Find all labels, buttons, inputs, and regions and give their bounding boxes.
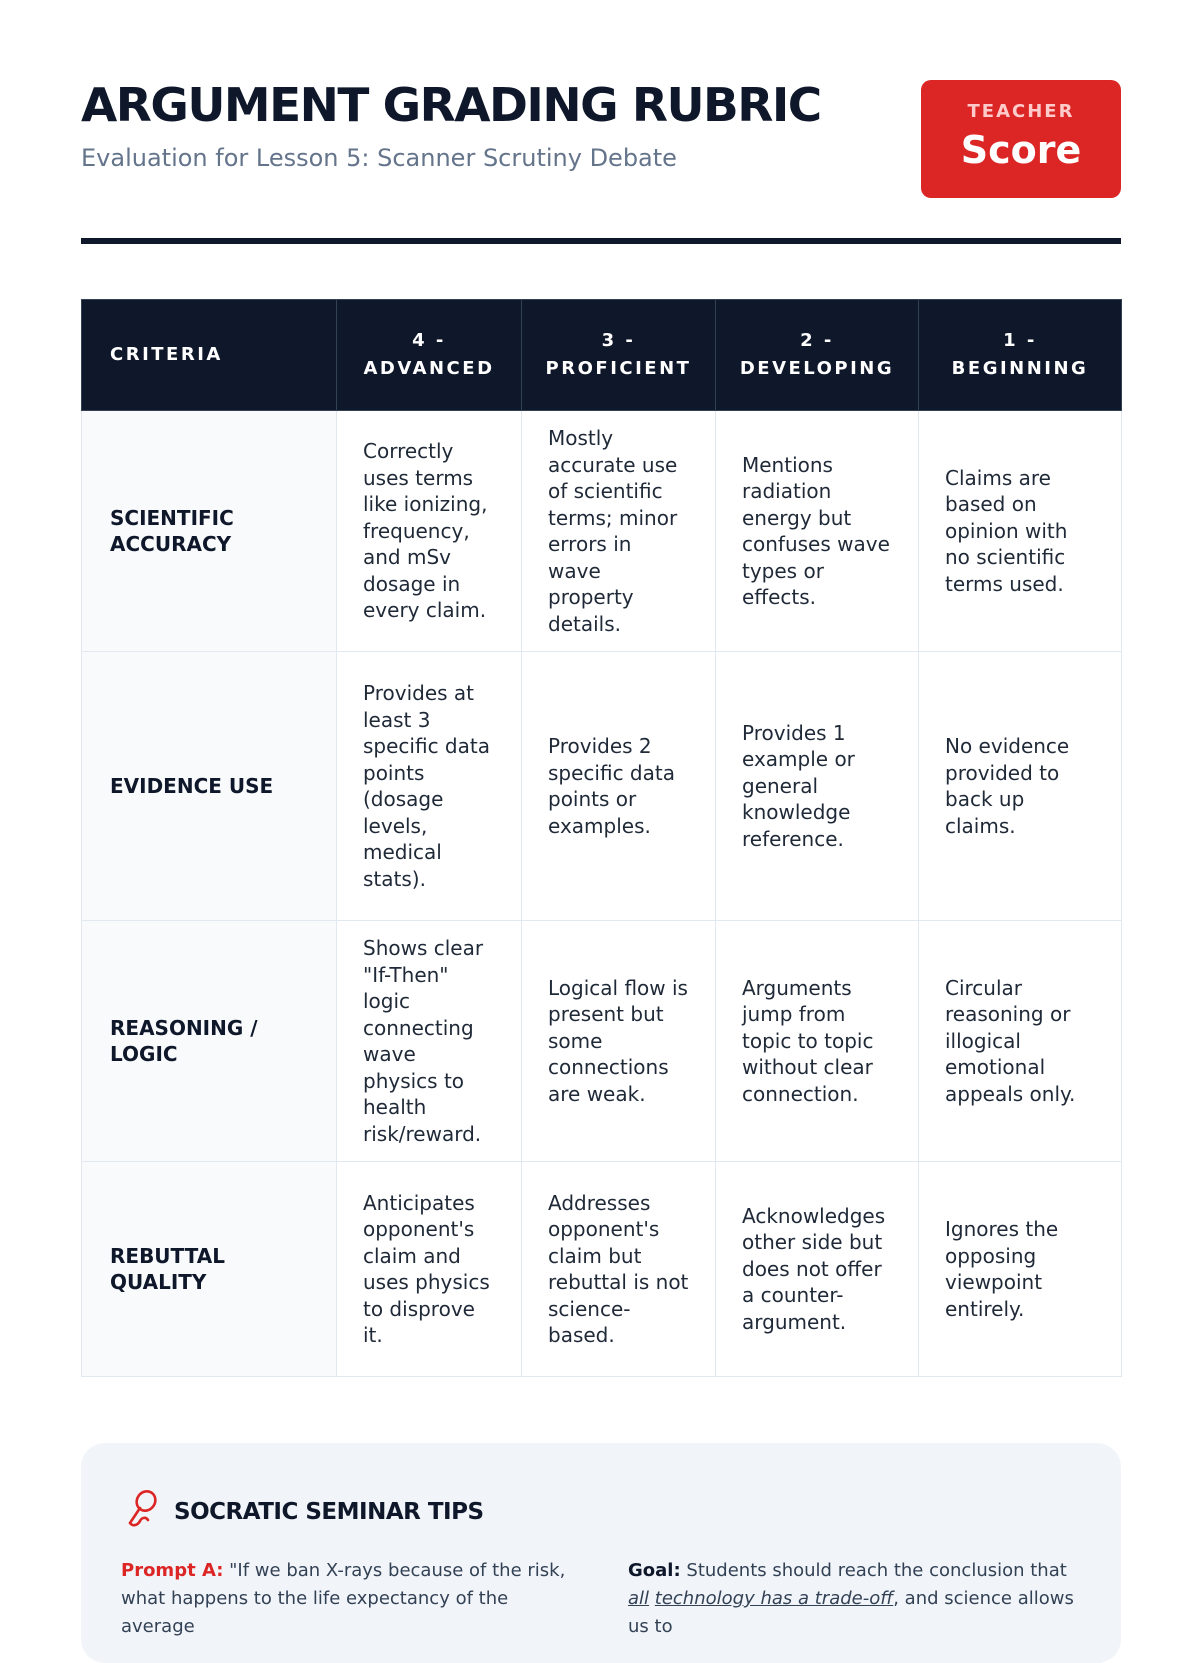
column-header-advanced [337, 300, 522, 411]
goal-emphasis-all: all [628, 1588, 650, 1609]
goal-emphasis-tradeoff: technology has a trade-off [654, 1588, 894, 1609]
page-subtitle: Evaluation for Lesson 5: Scanner Scrutiny Debate [81, 144, 677, 172]
table-cell: Addresses opponent's claim but rebuttal is not science-based. [522, 1162, 716, 1377]
column-header-beginning [919, 300, 1122, 411]
table-cell: Provides 2 specific data points or examples. [522, 652, 716, 921]
table-cell: Claims are based on opinion with no scientific terms used. [919, 411, 1122, 652]
score-box-value: Score [960, 128, 1082, 172]
column-header-label: DEVELOPING [739, 358, 895, 379]
header-divider [81, 238, 1121, 244]
prompt-a-body: "If we ban X-rays because of the risk, what happens to the life expectancy of the average [121, 1560, 566, 1637]
table-row [82, 921, 1122, 1162]
goal-label: Goal: [628, 1560, 681, 1581]
tips-title: SOCRATIC SEMINAR TIPS [174, 1499, 484, 1525]
criterion-cell: REBUTTAL QUALITY [82, 1162, 337, 1377]
column-header-criteria-label: CRITERIA [110, 344, 223, 365]
column-header-developing [716, 300, 919, 411]
table-cell: Ignores the opposing viewpoint entirely. [919, 1162, 1122, 1377]
table-cell: Acknowledges other side but does not offer a counter-argument. [716, 1162, 919, 1377]
prompt-a-text [121, 1557, 571, 1641]
page-header [81, 80, 1121, 200]
column-header-level: 3 - [601, 330, 636, 351]
table-cell: Circular reasoning or illogical emotional appeals only. [919, 921, 1122, 1162]
table-cell: Arguments jump from topic to topic without clear connection. [716, 921, 919, 1162]
table-cell: Mostly accurate use of scientific terms; minor errors in wave property details. [522, 411, 716, 652]
table-cell: Anticipates opponent's claim and uses physics to disprove it. [337, 1162, 522, 1377]
column-header-level: 4 - [412, 330, 446, 351]
prompt-a-label: Prompt A: [121, 1560, 224, 1581]
column-header-label: PROFICIENT [545, 358, 692, 379]
table-cell: No evidence provided to back up claims. [919, 652, 1122, 921]
table-cell: Shows clear "If-Then" logic connecting wave physics to health risk/reward. [337, 921, 522, 1162]
column-header-label: ADVANCED [363, 358, 495, 379]
column-header-proficient [522, 300, 716, 411]
criterion-cell: REASONING / LOGIC [82, 921, 337, 1162]
column-header-level: 2 - [800, 330, 834, 351]
column-header-label: BEGINNING [951, 358, 1089, 379]
criterion-cell: EVIDENCE USE [82, 652, 337, 921]
goal-text [628, 1557, 1078, 1641]
rubric-header-row [82, 300, 1122, 411]
column-header-level: 1 - [1003, 330, 1037, 351]
table-row [82, 1162, 1122, 1377]
table-cell: Mentions radiation energy but confuses wave types or effects. [716, 411, 919, 652]
table-row [82, 411, 1122, 652]
table-row [82, 652, 1122, 921]
goal-body-2: , and science allows us to [628, 1588, 1074, 1637]
table-cell: Correctly uses terms like ionizing, frequency, and mSv dosage in every claim. [337, 411, 522, 652]
table-cell: Provides 1 example or general knowledge reference. [716, 652, 919, 921]
socratic-tips-panel [81, 1443, 1121, 1663]
goal-body-1: Students should reach the conclusion that [686, 1560, 1067, 1581]
score-box-label: TEACHER [967, 101, 1075, 122]
teacher-score-box [921, 80, 1121, 198]
table-cell: Logical flow is present but some connections are weak. [522, 921, 716, 1162]
rubric-table [81, 299, 1122, 1377]
column-header-criteria [82, 300, 337, 411]
page-title: ARGUMENT GRADING RUBRIC [81, 78, 821, 132]
criterion-cell: SCIENTIFIC ACCURACY [82, 411, 337, 652]
microphone-icon [125, 1489, 159, 1529]
table-cell: Provides at least 3 specific data points (dosage levels, medical stats). [337, 652, 522, 921]
